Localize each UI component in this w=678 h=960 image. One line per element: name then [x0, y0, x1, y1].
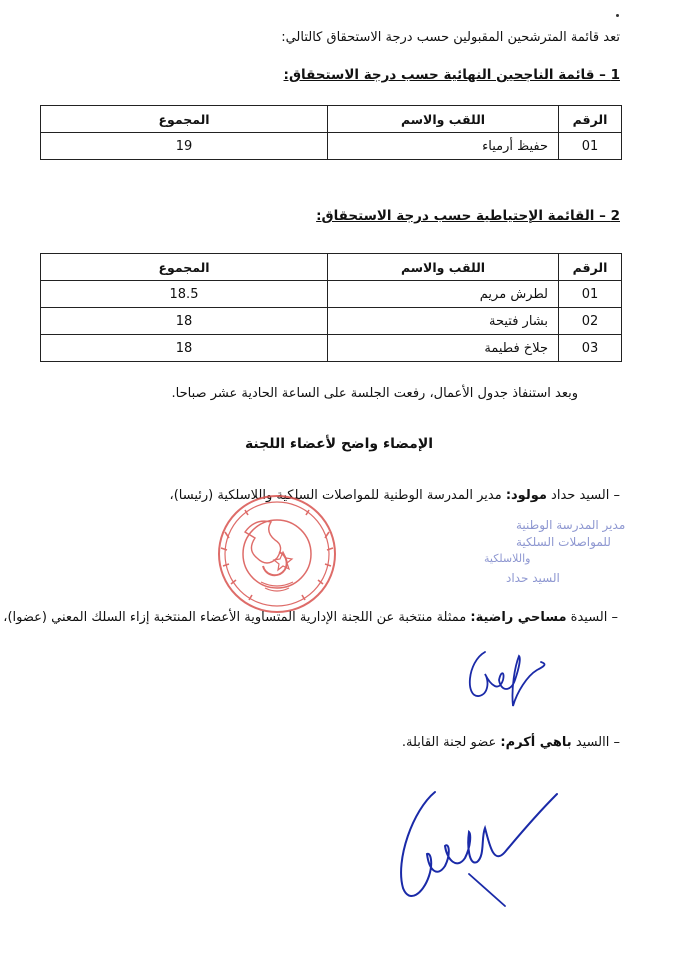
stamp-line-2: للمواصلات السلكية: [516, 535, 611, 549]
section1-title: 1 – قائمة الناجحين النهائية حسب درجة الاستحقاق:: [283, 67, 620, 83]
table-header-row: [41, 254, 622, 281]
header-num: الرقم: [559, 254, 622, 281]
section2-title: 2 – القائمة الإحتياطية حسب درجة الاستحقاق:: [316, 208, 620, 224]
header-total: المجموع: [41, 106, 328, 133]
member-3-prefix: – االسيد: [571, 735, 620, 750]
table-row: [41, 335, 622, 362]
reserve-list-table: [40, 253, 622, 362]
signature-member-3: [385, 780, 565, 915]
table-header-row: [41, 106, 622, 133]
member-2-prefix: – السيدة: [566, 610, 618, 625]
cell-name: حفيظ أرمياء: [328, 133, 559, 160]
member-2-name: مساحي راضية:: [470, 610, 567, 625]
cell-name: لطرش مريم: [328, 281, 559, 308]
member-3-line: [402, 735, 620, 750]
cell-total: 19: [41, 133, 328, 160]
member-2-role: ممثلة منتخبة عن اللجنة الإدارية المتساوية الأعضاء المنتخبة إزاء السلك المعني (عضوا)،: [3, 610, 471, 625]
cell-num: 02: [559, 308, 622, 335]
intro-text: تعد قائمة المترشحين المقبولين حسب درجة الاستحقاق كالتالي:: [281, 30, 620, 45]
stamp-line-4: السيد حداد: [506, 571, 560, 585]
cell-name: جلاخ فطيمة: [328, 335, 559, 362]
table-row: [41, 133, 622, 160]
cell-total: 18.5: [41, 281, 328, 308]
cell-num: 01: [559, 281, 622, 308]
table-row: [41, 308, 622, 335]
member-2-line: [3, 610, 618, 625]
header-name: اللقب والاسم: [328, 106, 559, 133]
scan-speck: [616, 14, 619, 17]
stamp-line-3: واللاسلكية: [484, 552, 531, 565]
closing-text: وبعد استنفاذ جدول الأعمال، رفعت الجلسة على الساعة الحادية عشر صباحا.: [171, 386, 578, 401]
cell-total: 18: [41, 308, 328, 335]
table-row: [41, 281, 622, 308]
member-1-name: مولود:: [505, 488, 547, 503]
signature-member-2: [455, 640, 555, 715]
member-3-role: عضو لجنة القابلة.: [401, 735, 501, 750]
round-seal-stamp: [205, 492, 355, 622]
final-list-table: [40, 105, 622, 160]
director-stamp: [366, 516, 626, 588]
member-1-prefix: – السيد حداد: [546, 488, 620, 503]
stamp-line-1: مدير المدرسة الوطنية: [516, 518, 626, 532]
signature-title: الإمضاء واضح لأعضاء اللجنة: [244, 436, 434, 452]
header-num: الرقم: [559, 106, 622, 133]
cell-total: 18: [41, 335, 328, 362]
header-total: المجموع: [41, 254, 328, 281]
header-name: اللقب والاسم: [328, 254, 559, 281]
cell-num: 01: [559, 133, 622, 160]
cell-num: 03: [559, 335, 622, 362]
member-3-name: باهي أكرم:: [500, 735, 572, 750]
cell-name: بشار فتيحة: [328, 308, 559, 335]
member-1-role: مدير المدرسة الوطنية للمواصلات السلكية واللاسلكية (رئيسا)،: [169, 488, 506, 503]
